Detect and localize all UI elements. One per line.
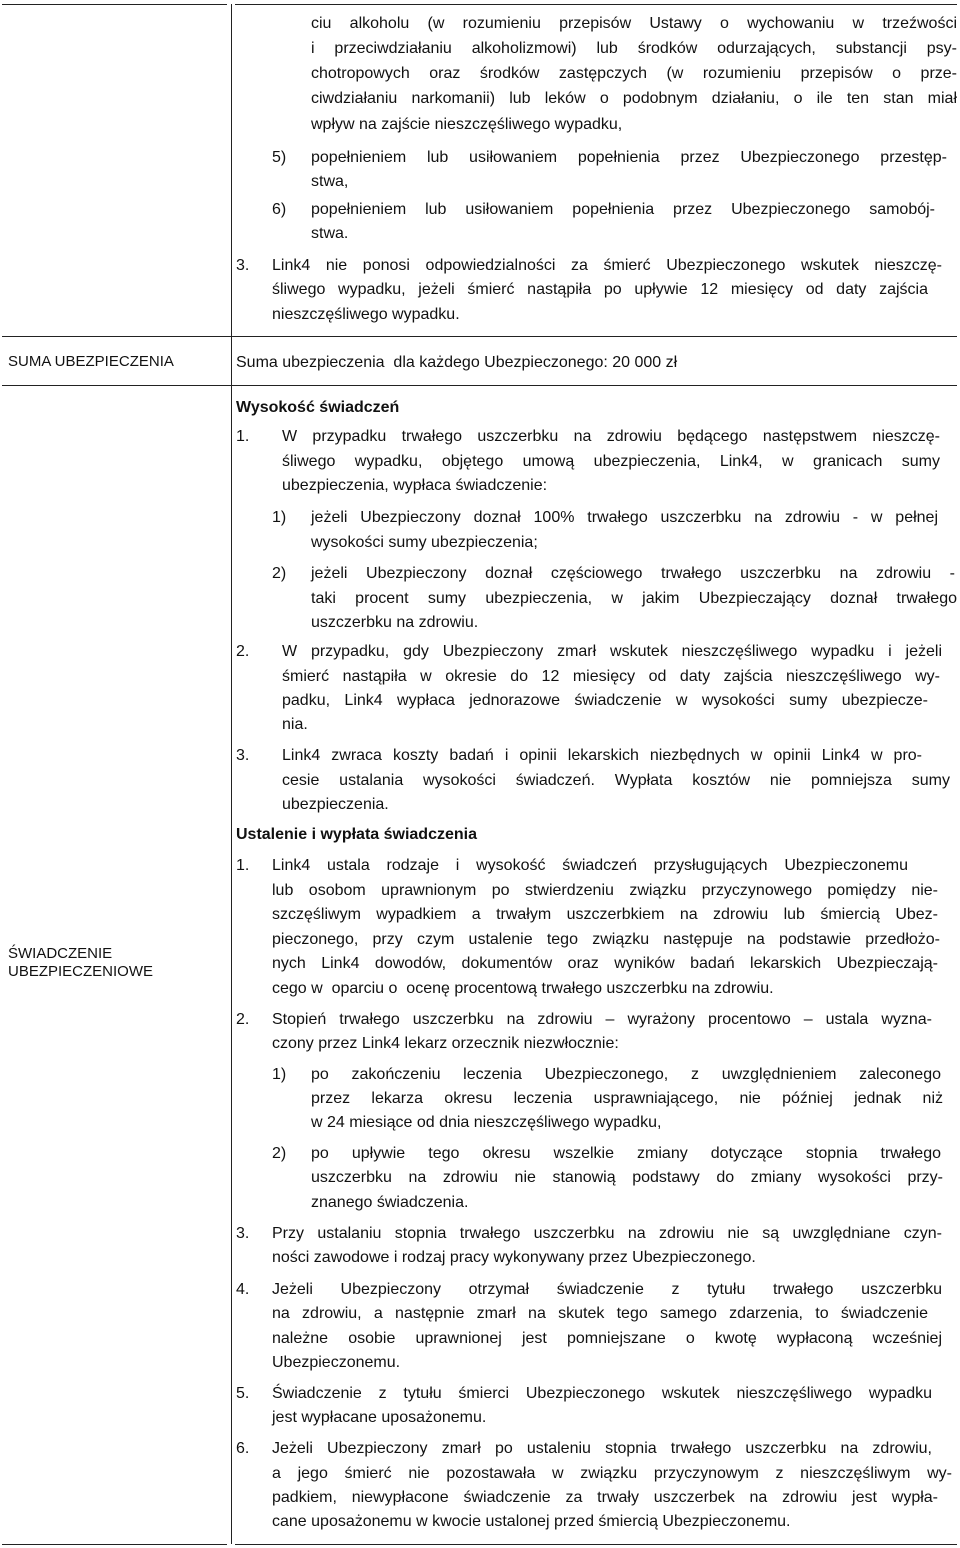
point-number: 6. [236, 1440, 250, 1457]
section-rule-2 [2, 385, 957, 386]
point-line: Link4 zwraca koszty badań i opinii lekarskich niezbędnych w opinii Link4 w pro- [282, 747, 922, 764]
point-line: Link4 nie ponosi odpowiedzialności za śmierć Ubezpieczonego wskutek nieszczę- [272, 257, 942, 274]
point-line: na zdrowiu, a następnie zmarł na skutek tego samego zdarzenia, to świadczenie [272, 1305, 928, 1322]
point-number: 1. [236, 857, 250, 874]
item-line: stwa. [311, 225, 349, 242]
sub-line: wysokości sumy ubezpieczenia; [311, 534, 538, 551]
sub-line: po upływie tego okresu wszelkie zmiany dotyczące stopnia trwałego [311, 1145, 941, 1162]
continuation-line: chotropowych oraz środków zastępczych (w rozumieniu przepisów o prze- [311, 65, 957, 82]
point-number: 3. [236, 1225, 250, 1242]
sub-line: jeżeli Ubezpieczony doznał częściowego trwałego uszczerbku na zdrowiu - [311, 565, 955, 582]
point-line: a jego śmierć nie pozostawała w związku przyczynowym z nieszczęśliwym wy- [272, 1465, 952, 1482]
item-line: popełnieniem lub usiłowaniem popełnienia przez Ubezpieczonego przestęp- [311, 149, 947, 166]
point-line: cane uposażonemu w kwocie ustalonej przed śmiercią Ubezpieczonemu. [272, 1513, 791, 1530]
item-number: 5) [272, 149, 287, 166]
point-number: 4. [236, 1281, 250, 1298]
point-number: 3. [236, 257, 250, 274]
point-line: Przy ustalaniu stopnia trwałego uszczerbku na zdrowiu nie są uwzględniane czyn- [272, 1225, 942, 1242]
sub-line: uszczerbku na zdrowiu nie stanowią podstawy do zmiany wysokości przy- [311, 1169, 943, 1186]
continuation-line: ciwdziałaniu narkomanii) lub leków o podobnym działaniu, o ile ten stan miał [311, 90, 957, 107]
point-line: należne osobie uprawnionej jest pomniejszane o kwotę wypłaconą wcześniej [272, 1330, 942, 1347]
top-rule-right [235, 4, 957, 5]
benefit-section-label: ŚWIADCZENIE [8, 945, 113, 962]
sub-line: jeżeli Ubezpieczony doznał 100% trwałego uszczerbku na zdrowiu - w pełnej [311, 509, 938, 526]
point-line: cesie ustalania wysokości świadczeń. Wypłata kosztów nie pomniejsza sumy [282, 772, 950, 789]
point-number: 2. [236, 1011, 250, 1028]
point-line: cego w oparciu o ocenę procentową trwałego uszczerbku na zdrowiu. [272, 980, 774, 997]
point-line: szczęśliwym wypadkiem a trwałym uszczerbkiem na zdrowiu lub śmiercią Ubez- [272, 906, 938, 923]
point-line: Link4 ustala rodzaje i wysokość świadczeń przysługujących Ubezpieczonemu [272, 857, 908, 874]
sum-text: Suma ubezpieczenia dla każdego Ubezpieczonego: 20 000 zł [236, 354, 678, 371]
point-line: ubezpieczenia. [282, 796, 389, 813]
point-line: padku, Link4 wypłaca jednorazowe świadczenie w wysokości sumy ubezpiecze- [282, 692, 928, 709]
sum-section-label: SUMA UBEZPIECZENIA [8, 353, 174, 370]
bottom-rule [2, 1544, 227, 1545]
sub-number: 1) [272, 509, 287, 526]
point-line: lub osobom uprawnionym po stwierdzeniu związku przyczynowego pomiędzy nie- [272, 882, 938, 899]
point-number: 2. [236, 643, 250, 660]
point-line: W przypadku trwałego uszczerbku na zdrowiu będącego następstwem nieszczę- [282, 428, 940, 445]
point-line: ności zawodowe i rodzaj pracy wykonywany przez Ubezpieczonego. [272, 1249, 756, 1266]
point-line: padkiem, niewypłacone świadczenie za trwały uszczerbek na zdrowiu jest wypła- [272, 1489, 938, 1506]
point-number: 3. [236, 747, 250, 764]
point-line: Ubezpieczonemu. [272, 1354, 401, 1371]
continuation-line: i przeciwdziałaniu alkoholizmowi) lub środków odurzających, substancji psy- [311, 40, 957, 57]
section-rule-1 [2, 336, 957, 337]
sub-line: uszczerbku na zdrowiu. [311, 614, 479, 631]
point-line: ubezpieczenia, wypłaca świadczenie: [282, 477, 548, 494]
point-line: śmierć nastąpiła w okresie do 12 miesięcy od daty zajścia nieszczęśliwego wy- [282, 668, 940, 685]
point-line: czony przez Link4 lekarz orzecznik niezwłocznie: [272, 1035, 619, 1052]
sub-number: 1) [272, 1066, 287, 1083]
point-line: jest wypłacane uposażonemu. [272, 1409, 487, 1426]
point-line: W przypadku, gdy Ubezpieczony zmarł wskutek nieszczęśliwego wypadku i jeżeli [282, 643, 942, 660]
point-line: śliwego wypadku, objętego umową ubezpieczenia, Link4, w granicach sumy [282, 453, 940, 470]
sub-line: znanego świadczenia. [311, 1194, 469, 1211]
point-line: nia. [282, 716, 308, 733]
continuation-line: wpływ na zajście nieszczęśliwego wypadku, [311, 116, 623, 133]
point-line: Jeżeli Ubezpieczony otrzymał świadczenie z tytułu trwałego uszczerbku [272, 1281, 942, 1298]
sub-number: 2) [272, 565, 287, 582]
heading-determination: Ustalenie i wypłata świadczenia [236, 826, 477, 843]
sub-line: przez lekarza okresu leczenia usprawniającego, nie później jednak niż [311, 1090, 943, 1107]
top-rule [2, 4, 227, 5]
point-line: Świadczenie z tytułu śmierci Ubezpieczonego wskutek nieszczęśliwego wypadku [272, 1385, 932, 1402]
heading-amount: Wysokość świadczeń [236, 399, 400, 416]
sub-line: w 24 miesiące od dnia nieszczęśliwego wypadku, [311, 1114, 662, 1131]
item-line: popełnieniem lub usiłowaniem popełnienia przez Ubezpieczonego samobój- [311, 201, 935, 218]
continuation-line: ciu alkoholu (w rozumieniu przepisów Ustawy o wychowaniu w trzeźwości [311, 15, 957, 32]
item-line: stwa, [311, 173, 349, 190]
sub-number: 2) [272, 1145, 287, 1162]
point-line: pieczonego, przy czym ustalenie tego związku następuje na podstawie przedłożo- [272, 931, 940, 948]
point-number: 1. [236, 428, 250, 445]
sub-line: taki procent sumy ubezpieczenia, w jakim Ubezpieczający doznał trwałego [311, 590, 957, 607]
column-divider [231, 4, 232, 1544]
benefit-section-label: UBEZPIECZENIOWE [8, 963, 154, 980]
point-line: Jeżeli Ubezpieczony zmarł po ustaleniu stopnia trwałego uszczerbku na zdrowiu, [272, 1440, 932, 1457]
point-line: nieszczęśliwego wypadku. [272, 306, 460, 323]
point-line: Stopień trwałego uszczerbku na zdrowiu – wyrażony procentowo – ustala wyzna- [272, 1011, 932, 1028]
point-number: 5. [236, 1385, 250, 1402]
item-number: 6) [272, 201, 287, 218]
point-line: śliwego wypadku, jeżeli śmierć nastąpiła po upływie 12 miesięcy od daty zajścia [272, 281, 928, 298]
sub-line: po zakończeniu leczenia Ubezpieczonego, z uwzględnieniem zaleconego [311, 1066, 941, 1083]
point-line: nych Link4 dowodów, dokumentów oraz wyników badań lekarskich Ubezpieczają- [272, 955, 938, 972]
bottom-rule-right [235, 1544, 957, 1545]
